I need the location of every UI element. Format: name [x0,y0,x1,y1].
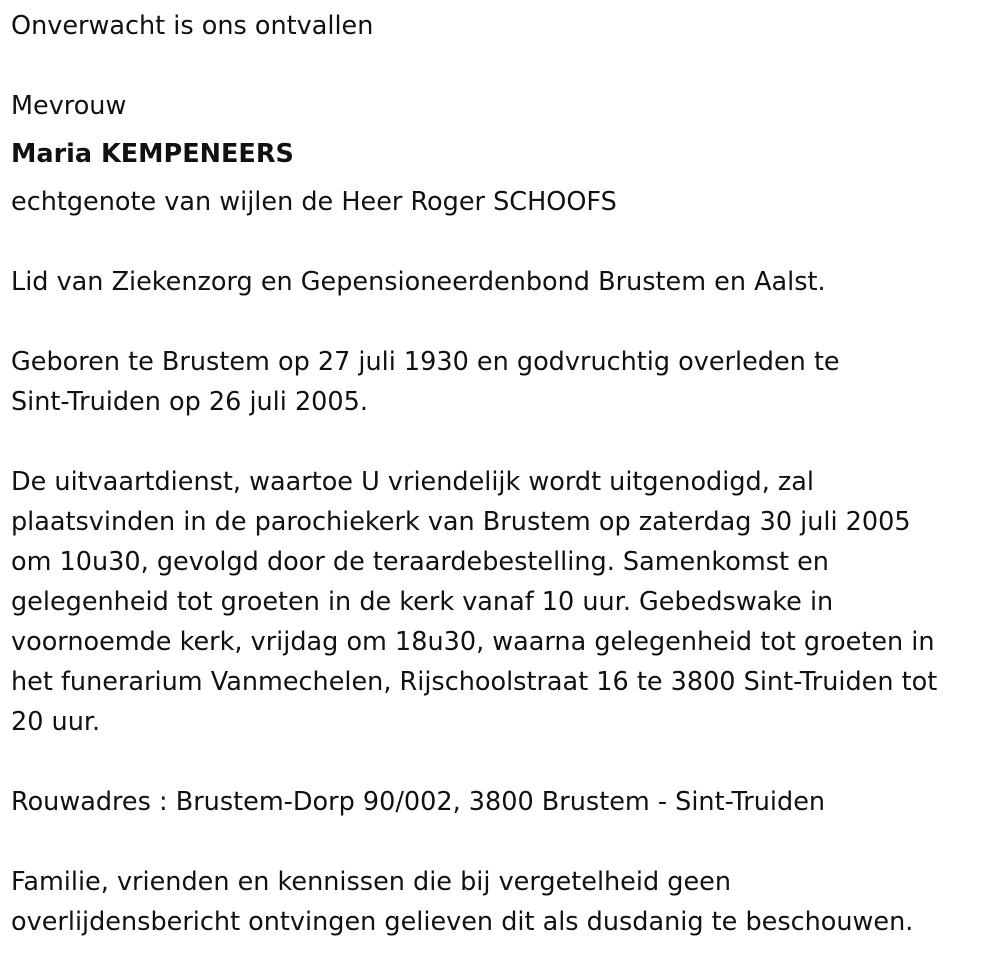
text-line: Sint-Truiden op 26 juli 2005. [11,387,368,417]
text-line: Familie, vrienden en kennissen die bij vergetelheid geen [11,867,731,897]
intro-line: Onverwacht is ons ontvallen [11,11,374,41]
closing-paragraph [11,862,996,942]
membership-line: Lid van Ziekenzorg en Gepensioneerdenbond Brustem en Aalst. [11,267,826,297]
mourning-address: Rouwadres : Brustem-Dorp 90/002, 3800 Brustem - Sint-Truiden [11,787,826,817]
text-line: het funerarium Vanmechelen, Rijschoolstraat 16 te 3800 Sint-Truiden tot [11,667,938,697]
deceased-name: Maria KEMPENEERS [11,139,294,169]
text-line: 20 uur. [11,707,101,737]
text-line: om 10u30, gevolgd door de teraardebestelling. Samenkomst en [11,547,829,577]
text-line: De uitvaartdienst, waartoe U vriendelijk wordt uitgenodigd, zal [11,467,815,497]
service-paragraph [11,462,996,742]
text-line: Geboren te Brustem op 27 juli 1930 en godvruchtig overleden te [11,347,840,377]
spacer [11,822,996,862]
text-line: overlijdensbericht ontvingen gelieven dit als dusdanig te beschouwen. [11,907,914,937]
text-line: gelegenheid tot groeten in de kerk vanaf 10 uur. Gebedswake in [11,587,834,617]
obituary-notice [11,6,996,942]
spacer [11,222,996,262]
text-line: voornoemde kerk, vrijdag om 18u30, waarna gelegenheid tot groeten in [11,627,935,657]
text-line: plaatsvinden in de parochiekerk van Brustem op zaterdag 30 juli 2005 [11,507,911,537]
spacer [11,302,996,342]
spacer [11,422,996,462]
birth-death-paragraph [11,342,996,422]
spacer [11,742,996,782]
spouse-line: echtgenote van wijlen de Heer Roger SCHOOFS [11,187,617,217]
spacer [11,46,996,86]
salutation: Mevrouw [11,91,127,121]
